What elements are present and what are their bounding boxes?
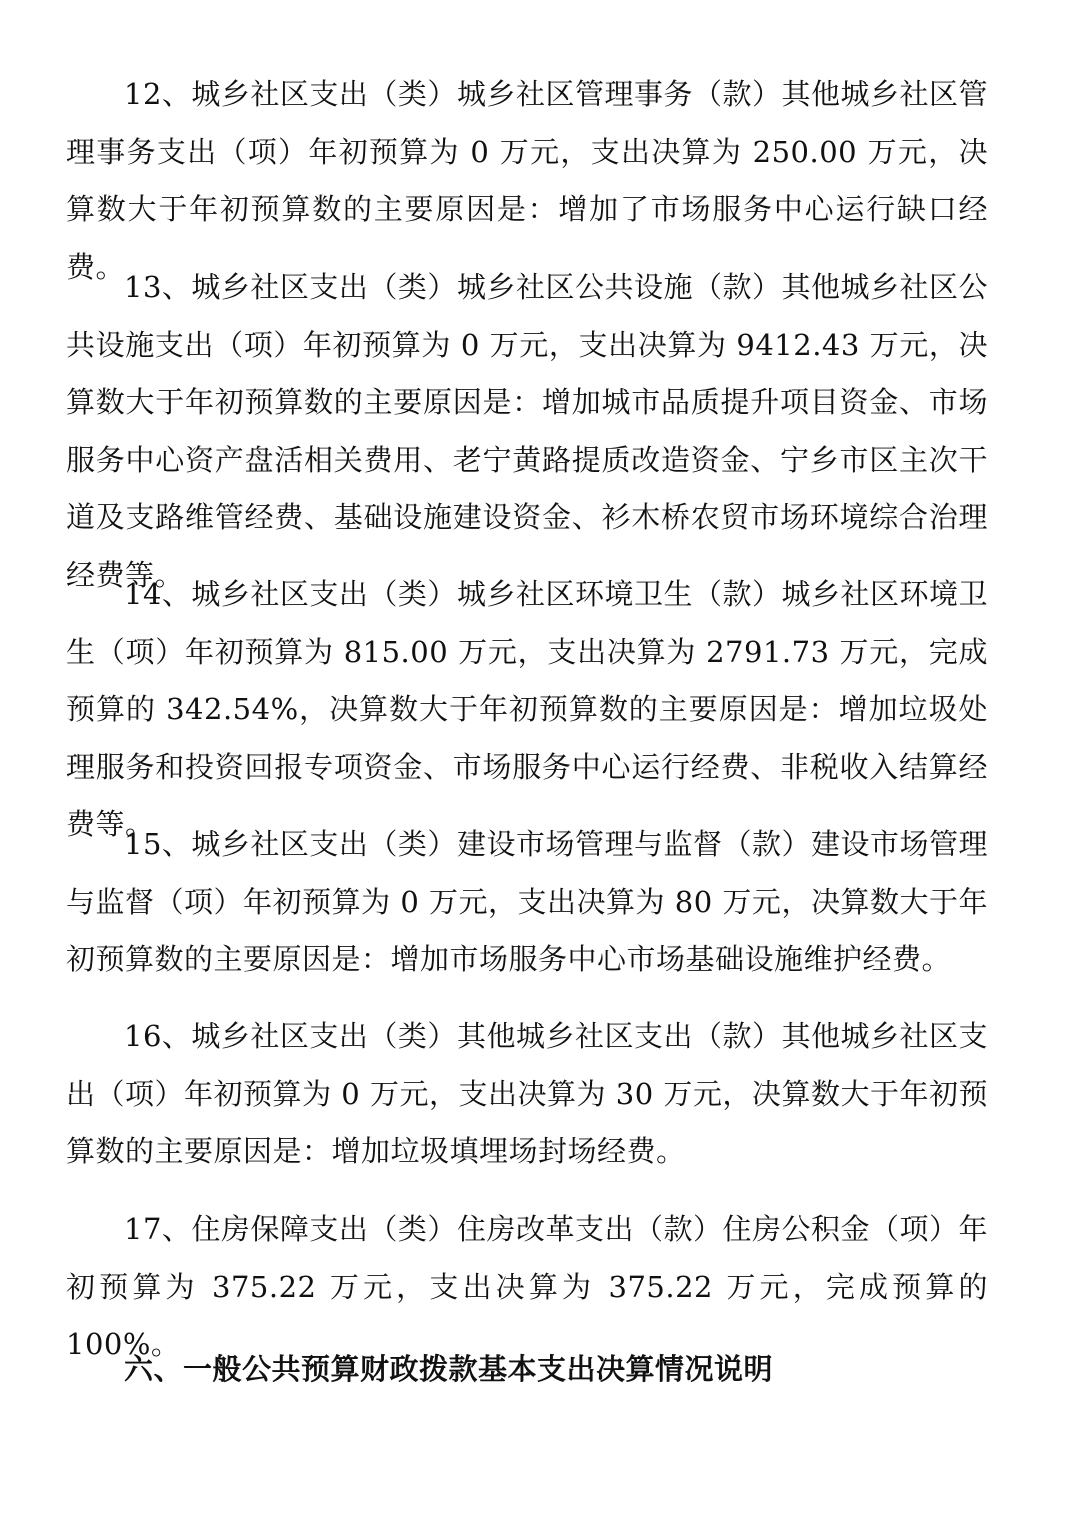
paragraph-13: 13、城乡社区支出（类）城乡社区公共设施（款）其他城乡社区公共设施支出（项）年初预算为 0 万元，支出决算为 9412.43 万元，决算数大于年初预算数的主要原因是：增加城市品质提升项目资金、市场服务中心资产盘活相关费用、老宁黄路提质改造资金、宁乡市区主次干道及支路维管经费、基础设施建设资金、衫木桥农贸市场环境综合治理经费等。 — [66, 270, 988, 592]
paragraph-15: 15、城乡社区支出（类）建设市场管理与监督（款）建设市场管理与监督（项）年初预算为 0 万元，支出决算为 80 万元，决算数大于年初预算数的主要原因是：增加市场服务中心市场基础设施维护经费。 — [66, 827, 988, 976]
paragraph-17: 17、住房保障支出（类）住房改革支出（款）住房公积金（项）年初预算为 375.22 万元，支出决算为 375.22 万元，完成预算的 100%。 — [66, 1212, 988, 1361]
section-heading: 六、一般公共预算财政拨款基本支出决算情况说明 — [124, 1352, 774, 1386]
paragraph-14: 14、城乡社区支出（类）城乡社区环境卫生（款）城乡社区环境卫生（项）年初预算为 815.00 万元，支出决算为 2791.73 万元，完成预算的 342.54%，决算数大于年初预算数的主要原因是：增加垃圾处理服务和投资回报专项资金、市场服务中心运行经费、非税收入结算经费等。 — [66, 577, 988, 841]
paragraph-12: 12、城乡社区支出（类）城乡社区管理事务（款）其他城乡社区管理事务支出（项）年初预算为 0 万元，支出决算为 250.00 万元，决算数大于年初预算数的主要原因是：增加了市场服务中心运行缺口经费。 — [66, 77, 988, 284]
paragraph-16: 16、城乡社区支出（类）其他城乡社区支出（款）其他城乡社区支出（项）年初预算为 0 万元，支出决算为 30 万元，决算数大于年初预算数的主要原因是：增加垃圾填埋场封场经费。 — [66, 1019, 988, 1168]
